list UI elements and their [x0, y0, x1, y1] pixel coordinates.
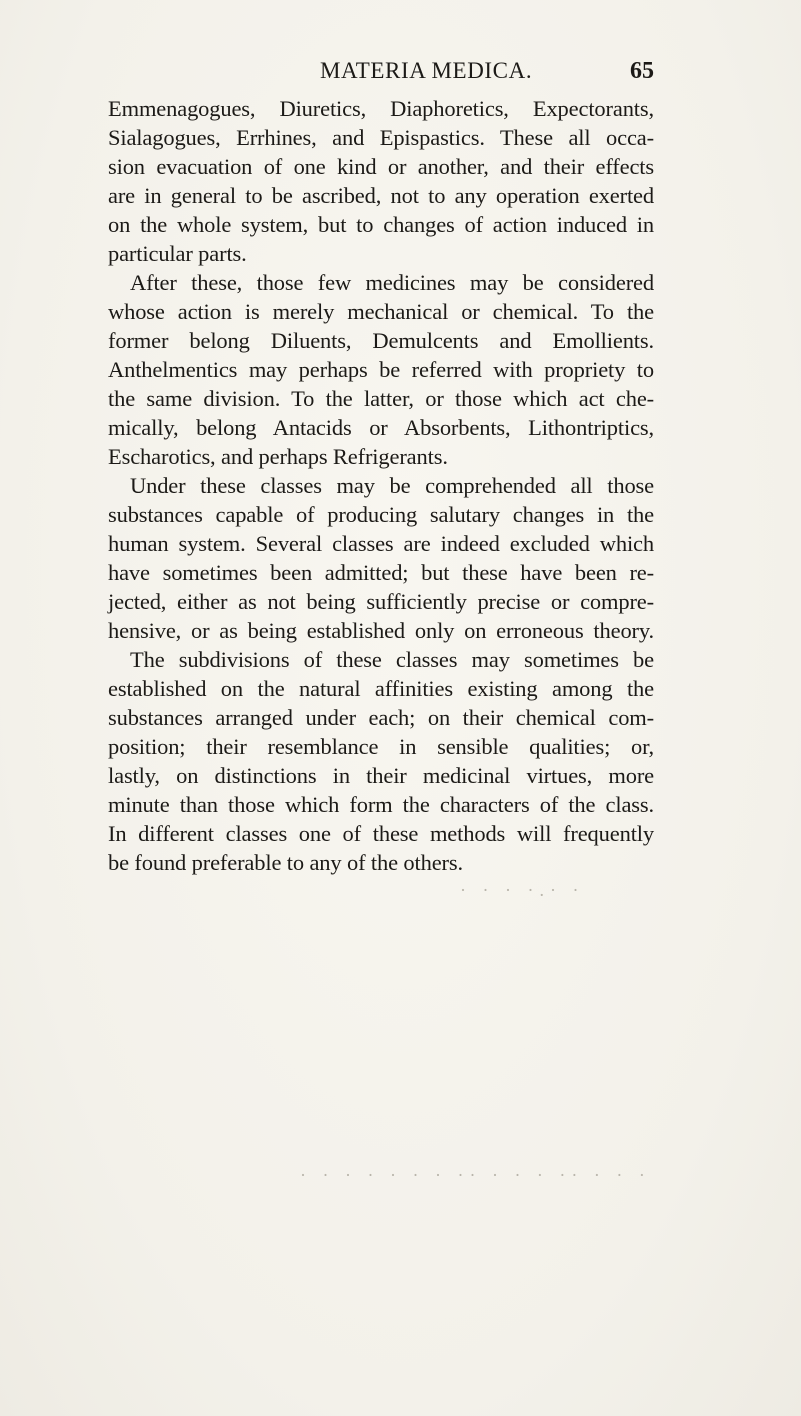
bleed-through-mark: · · · ·.· ·: [460, 880, 585, 900]
text-line: have sometimes been admitted; but these have been re-: [108, 560, 654, 585]
page-number: 65: [630, 58, 654, 84]
text-line: established on the natural affinities existing among the: [108, 676, 654, 701]
text-line: Anthelmentics may perhaps be referred with propriety to: [108, 357, 654, 382]
text-line: mically, belong Antacids or Absorbents, Lithontriptics,: [108, 415, 654, 440]
text-line: minute than those which form the characters of the class.: [108, 792, 654, 817]
text-line: substances arranged under each; on their chemical com-: [108, 705, 654, 730]
text-line: Escharotics, and perhaps Refrigerants.: [108, 444, 448, 469]
text-line: whose action is merely mechanical or chemical. To the: [108, 299, 654, 324]
text-line: Under these classes may be comprehended all those: [130, 473, 654, 498]
text-line: The subdivisions of these classes may sometimes be: [130, 647, 654, 672]
text-line: particular parts.: [108, 241, 247, 266]
text-line: on the whole system, but to changes of action induced in: [108, 212, 654, 237]
text-line: jected, either as not being sufficiently precise or compre-: [108, 589, 654, 614]
text-line: are in general to be ascribed, not to any operation exerted: [108, 183, 654, 208]
text-line: In different classes one of these methods will frequently: [108, 821, 654, 846]
text-line: After these, those few medicines may be considered: [130, 270, 654, 295]
text-line: sion evacuation of one kind or another, and their effects: [108, 154, 654, 179]
bleed-through-mark: · · · · · · · ·· · · · ·· · · ·: [300, 1165, 651, 1185]
text-line: position; their resemblance in sensible qualities; or,: [108, 734, 654, 759]
text-line: lastly, on distinctions in their medicinal virtues, more: [108, 763, 654, 788]
running-header: [108, 58, 654, 92]
text-line: human system. Several classes are indeed excluded which: [108, 531, 654, 556]
text-line: the same division. To the latter, or those which act che-: [108, 386, 654, 411]
running-title: MATERIA MEDICA.: [320, 58, 533, 83]
text-line: be found preferable to any of the others.: [108, 850, 463, 875]
text-line: hensive, or as being established only on erroneous theory.: [108, 618, 654, 643]
text-line: Sialagogues, Errhines, and Epispastics. These all occa-: [108, 125, 654, 150]
text-line: substances capable of producing salutary changes in the: [108, 502, 654, 527]
body-text: [108, 94, 654, 877]
text-line: former belong Diluents, Demulcents and Emollients.: [108, 328, 654, 353]
text-line: Emmenagogues, Diuretics, Diaphoretics, Expectorants,: [108, 96, 654, 121]
